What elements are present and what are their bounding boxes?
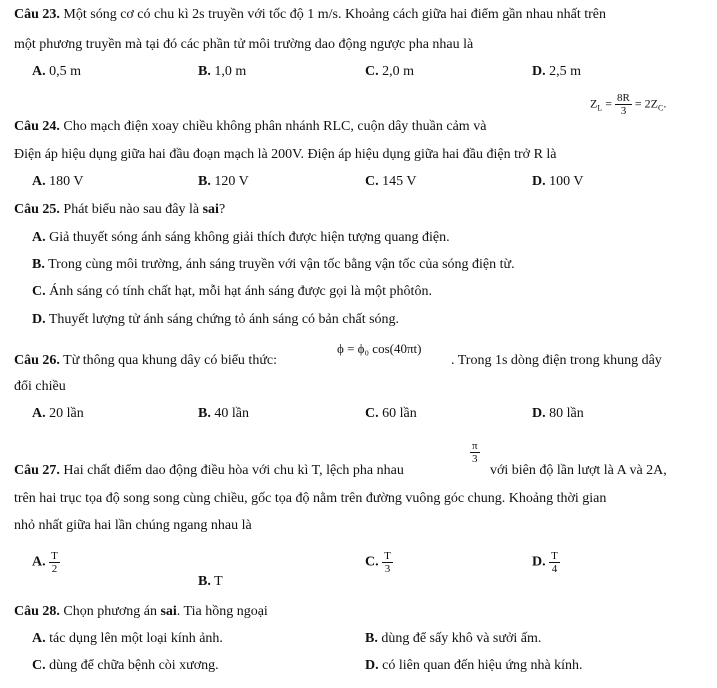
q24-line1 — [14, 118, 486, 136]
option-label: C. — [365, 64, 379, 79]
q24-formula — [590, 92, 666, 117]
option-text: T — [214, 574, 223, 589]
q24-text1: Cho mạch điện xoay chiều không phân nhánh RLC, cuộn dây thuần cảm và — [63, 119, 487, 134]
option-text: 120 V — [214, 174, 249, 189]
option-text: 80 lần — [549, 406, 584, 421]
q26-line2: đổi chiều — [14, 379, 66, 394]
q27-line3: nhỏ nhất giữa hai lần chúng ngang nhau là — [14, 518, 252, 533]
option-label: A. — [32, 174, 46, 189]
option-label: D. — [365, 658, 379, 673]
q26-label: Câu 26. — [14, 353, 60, 368]
option-text: có liên quan đến hiệu ứng nhà kính. — [382, 658, 583, 673]
q26-line1-end: . Trong 1s dòng điện trong khung dây — [451, 353, 662, 368]
q23-line2: một phương truyền mà tại đó các phần tử môi trường dao động ngược pha nhau là — [14, 37, 474, 52]
q27-option-b[interactable] — [198, 573, 223, 591]
option-label: C. — [365, 554, 379, 570]
q23-option-c[interactable] — [365, 63, 414, 81]
q27-line1 — [14, 462, 404, 480]
option-text: 145 V — [382, 174, 417, 189]
q28-option-c[interactable] — [32, 657, 219, 675]
option-fraction — [382, 550, 393, 575]
option-label: C. — [365, 406, 379, 421]
option-label: D. — [532, 174, 546, 189]
formula-rhs: = 2Z — [634, 96, 658, 111]
option-text: Thuyết lượng tử ánh sáng chứng tỏ ánh sáng có bản chất sóng. — [48, 312, 400, 327]
option-label: A. — [32, 230, 46, 245]
option-label: C. — [32, 284, 46, 299]
fraction-denominator: 2 — [51, 563, 58, 575]
q27-line2: trên hai trục tọa độ song song cùng chiều, gốc tọa độ nằm trên đường vuông góc chung. Khoảng thời gian — [14, 491, 607, 506]
option-label: D. — [532, 554, 546, 570]
q28-option-b[interactable] — [365, 630, 541, 648]
q28-option-a[interactable] — [32, 630, 223, 648]
option-text: 60 lần — [382, 406, 417, 421]
option-text: 40 lần — [214, 406, 249, 421]
q28-option-d[interactable] — [365, 657, 583, 675]
q25-option-a[interactable] — [32, 229, 450, 247]
q28-label: Câu 28. — [14, 604, 60, 619]
q25-stem-end: ? — [218, 202, 226, 217]
option-text: 20 lần — [49, 406, 84, 421]
option-text: 2,5 m — [549, 64, 582, 79]
option-label: B. — [365, 631, 378, 646]
option-text: 2,0 m — [382, 64, 415, 79]
option-label: B. — [198, 174, 211, 189]
option-label: C. — [32, 658, 46, 673]
q28-stem — [14, 603, 268, 621]
q25-option-c[interactable] — [32, 283, 432, 301]
q23-option-b[interactable] — [198, 63, 246, 81]
fraction-numerator: T — [551, 550, 558, 562]
formula-eq: = — [605, 96, 613, 111]
q26-line1 — [14, 352, 277, 370]
fraction-denominator: 3 — [620, 105, 627, 117]
option-label: D. — [32, 312, 46, 327]
option-text: Giả thuyết sóng ánh sáng không giải thích được hiện tượng quang điện. — [49, 230, 450, 245]
q27-phase-fraction — [470, 440, 480, 465]
option-label: B. — [198, 406, 211, 421]
q27-option-a[interactable] — [32, 550, 60, 575]
option-text: 100 V — [549, 174, 584, 189]
q28-stem-end: . Tia hồng ngoại — [176, 604, 268, 619]
q27-text1: Hai chất điểm dao động điều hòa với chu kì T, lệch pha nhau — [63, 463, 404, 478]
option-label: B. — [198, 574, 211, 589]
q26-option-a[interactable] — [32, 405, 84, 423]
formula-zl-sub: L — [597, 103, 603, 113]
fraction-denominator: 4 — [551, 563, 558, 575]
q23-option-a[interactable] — [32, 63, 81, 81]
option-text: dùng để chữa bệnh còi xương. — [49, 658, 219, 673]
fraction-numerator: T — [51, 550, 58, 562]
q28-stem-bold: sai — [160, 604, 177, 619]
option-label: A. — [32, 554, 46, 570]
option-text: 1,0 m — [214, 64, 247, 79]
q27-line1-end: với biên độ lần lượt là A và 2A, — [490, 463, 667, 478]
q23-text1: Một sóng cơ có chu kì 2s truyền với tốc độ 1 m/s. Khoảng cách giữa hai điểm gần nhau nhất trên — [63, 7, 607, 22]
fraction-denominator: 3 — [384, 563, 391, 575]
option-text: Ánh sáng có tính chất hạt, mỗi hạt ánh sáng được gọi là một phôtôn. — [49, 284, 432, 299]
fraction-numerator: T — [384, 550, 391, 562]
q26-option-b[interactable] — [198, 405, 249, 423]
q26-formula: ϕ = ϕ₀ cos(40πt) — [337, 341, 422, 356]
option-label: D. — [532, 64, 546, 79]
q23-line1 — [14, 6, 606, 24]
q26-text1: Từ thông qua khung dây có biểu thức: — [63, 353, 278, 368]
q24-option-c[interactable] — [365, 173, 416, 191]
option-label: D. — [532, 406, 546, 421]
option-label: B. — [198, 64, 211, 79]
option-text: 180 V — [49, 174, 84, 189]
q26-option-c[interactable] — [365, 405, 417, 423]
q28-stem-text: Chọn phương án — [63, 604, 157, 619]
q24-line2: Điện áp hiệu dụng giữa hai đầu đoạn mạch là 200V. Điện áp hiệu dụng giữa hai đầu điện trở R là — [14, 147, 557, 162]
option-text: dùng để sấy khô và sưởi ấm. — [381, 631, 542, 646]
q24-label: Câu 24. — [14, 119, 60, 134]
option-label: A. — [32, 64, 46, 79]
q24-option-b[interactable] — [198, 173, 249, 191]
option-fraction — [549, 550, 560, 575]
fraction-denominator: 3 — [472, 453, 478, 465]
q23-label: Câu 23. — [14, 7, 60, 22]
q25-label: Câu 25. — [14, 202, 60, 217]
q27-option-c[interactable] — [365, 550, 393, 575]
q25-stem-bold: sai — [202, 202, 219, 217]
formula-rhs-sub: C — [657, 103, 664, 113]
q27-label: Câu 27. — [14, 463, 60, 478]
option-label: A. — [32, 406, 46, 421]
option-label: B. — [32, 257, 45, 272]
option-label: A. — [32, 631, 46, 646]
q26-option-d[interactable] — [532, 405, 584, 423]
q25-stem-text: Phát biểu nào sau đây là — [63, 202, 200, 217]
option-fraction — [49, 550, 60, 575]
formula-end: . — [663, 96, 667, 111]
formula-zl: Z — [590, 96, 598, 111]
q25-stem — [14, 201, 225, 219]
q24-option-a[interactable] — [32, 173, 83, 191]
option-text: tác dụng lên một loại kính ảnh. — [49, 631, 223, 646]
fraction-numerator: π — [472, 440, 478, 452]
q24-option-d[interactable] — [532, 173, 583, 191]
formula-fraction — [615, 92, 632, 117]
q25-option-d[interactable] — [32, 311, 399, 329]
fraction-numerator: 8R — [617, 92, 630, 104]
q25-option-b[interactable] — [32, 256, 515, 274]
option-text: 0,5 m — [49, 64, 82, 79]
q23-option-d[interactable] — [532, 63, 581, 81]
option-text: Trong cùng môi trường, ánh sáng truyền với vận tốc bằng vận tốc của sóng điện từ. — [48, 257, 515, 272]
option-label: C. — [365, 174, 379, 189]
q27-option-d[interactable] — [532, 550, 560, 575]
